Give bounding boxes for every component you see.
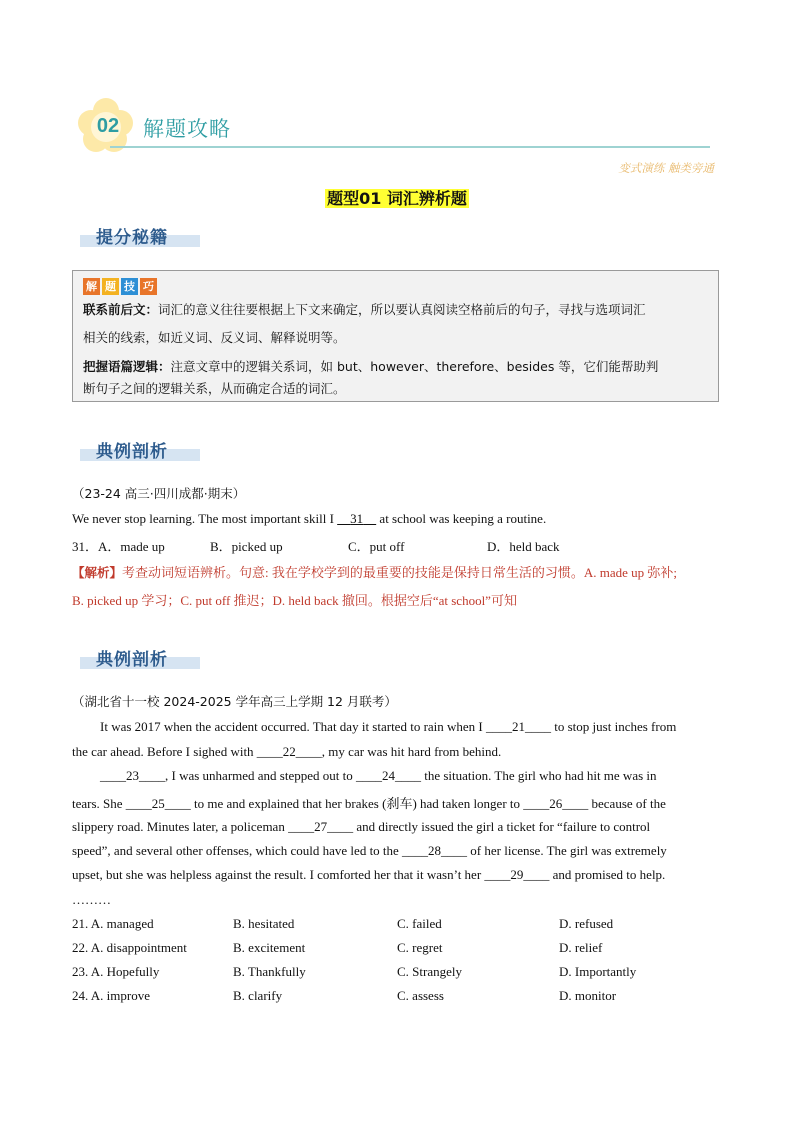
tip-item-1-line-1: 联系前后文：词汇的意义往往要根据上下文来确定，所以要认真阅读空格前后的句子，寻找与选项词汇: [83, 302, 646, 317]
option-24-a: 24. A. improve: [72, 988, 150, 1003]
example1-option-d: D．held back: [487, 539, 560, 554]
example1-option-b: B．picked up: [210, 539, 283, 554]
passage-p1-line-2: the car ahead. Before I sighed with ____22____, my car was hit hard from behind.: [72, 744, 502, 759]
option-21-b: B. hesitated: [233, 916, 295, 931]
example1-banner: 典例剖析: [80, 437, 210, 463]
option-23-d: D. Importantly: [559, 964, 637, 979]
tip-item-2-line-2: 断句子之间的逻辑关系，从而确定合适的词汇。: [83, 381, 346, 396]
example1-option-c: C．put off: [348, 539, 405, 554]
tips-banner: 提分秘籍: [80, 223, 210, 249]
chip-ji: 技: [121, 278, 138, 295]
tips-chips: [83, 277, 159, 295]
option-23-c: C. Strangely: [397, 964, 462, 979]
option-21-a: 21. A. managed: [72, 916, 154, 931]
option-21-d: D. refused: [559, 916, 614, 931]
chip-ti: 题: [102, 278, 119, 295]
example1-sentence: We never stop learning. The most important skill I 31 at school was keeping a routine.: [72, 511, 547, 526]
example1-analysis-line-2: B. picked up 学习；C. put off 推迟；D. held back 撤回。根据空后“at school”可知: [72, 593, 517, 608]
section-number: 02: [96, 115, 120, 137]
option-22-d: D. relief: [559, 940, 603, 955]
example2-source: （湖北省十一校 2024-2025 学年高三上学期 12 月联考）: [72, 694, 397, 709]
section-divider: [110, 146, 710, 148]
option-23-a: 23. A. Hopefully: [72, 964, 160, 979]
option-22-b: B. excitement: [233, 940, 306, 955]
example1-analysis-line-1: 【解析】考查动词短语辨析。句意: 我在学校学到的最重要的技能是保持日常生活的习惯。A. made up 弥补;: [72, 565, 678, 580]
chip-jie: 解: [83, 278, 100, 295]
option-22-c: C. regret: [397, 940, 443, 955]
option-23-b: B. Thankfully: [233, 964, 306, 979]
option-21-c: C. failed: [397, 916, 442, 931]
example1-option-a: 31．A．made up: [72, 539, 165, 554]
section-subtitle: 变式演练 触类旁通: [618, 161, 714, 175]
passage-p2-line-4: speed”, and several other offenses, which could have led to the ____28____ of her license. The girl was extremely: [72, 843, 667, 858]
passage-ellipsis: ………: [72, 892, 111, 907]
passage-p1-line-1: It was 2017 when the accident occurred. That day it started to rain when I ____21____ to stop just inches from: [100, 719, 677, 734]
passage-p2-line-1: ____23____, I was unharmed and stepped out to ____24____ the situation. The girl who had hit me was in: [100, 768, 657, 783]
question-type-title: 题型01 词汇辨析题: [327, 189, 467, 208]
option-22-a: 22. A. disappointment: [72, 940, 187, 955]
passage-p2-line-2: tears. She ____25____ to me and explained that her brakes (刹车) had taken longer to ____26____ because of the: [72, 796, 666, 811]
chip-qiao: 巧: [140, 278, 157, 295]
tip-item-1-line-2: 相关的线索，如近义词、反义词、解释说明等。: [83, 330, 346, 345]
option-24-c: C. assess: [397, 988, 444, 1003]
tip-item-2-line-1: 把握语篇逻辑：注意文章中的逻辑关系词，如 but、however、therefore、besides 等，它们能帮助判: [83, 359, 659, 374]
option-24-d: D. monitor: [559, 988, 617, 1003]
passage-p2-line-3: slippery road. Minutes later, a policeman ____27____ and directly issued the girl a ticket for “failure to control: [72, 819, 651, 834]
example2-banner: 典例剖析: [80, 645, 210, 671]
tips-box: [72, 270, 719, 402]
section-title: 解题攻略: [143, 117, 231, 141]
example1-source: （23-24 高三·四川成都·期末）: [72, 486, 246, 501]
passage-p2-line-5: upset, but she was helpless against the result. I comforted her that it wasn’t her ____29____ and promised to help.: [72, 867, 666, 882]
option-24-b: B. clarify: [233, 988, 283, 1003]
